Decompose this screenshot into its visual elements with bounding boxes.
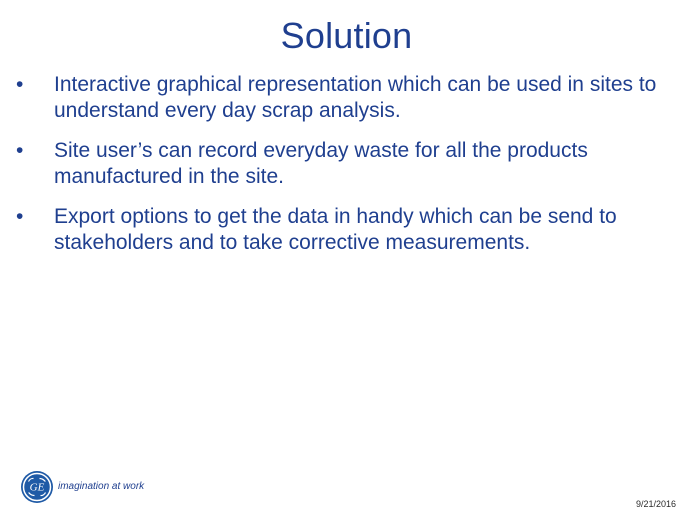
bullet-item-2	[16, 138, 682, 190]
footer-brand	[20, 470, 144, 504]
bullet-item-1	[16, 72, 682, 124]
bullet-dot-icon: •	[16, 205, 24, 228]
bullet-dot-icon: •	[16, 73, 24, 96]
ge-logo-text: GE	[29, 481, 45, 494]
bullet-text-1: Interactive graphical representation which can be used in sites to understand every day scrap analysis.	[54, 73, 657, 122]
footer-tagline: imagination at work	[58, 481, 145, 492]
slide-title: Solution	[280, 15, 413, 56]
ge-logo-icon	[20, 470, 54, 504]
bullet-text-3: Export options to get the data in handy which can be send to stakeholders and to take corrective measurements.	[54, 205, 617, 254]
bullet-dot-icon: •	[16, 139, 24, 162]
footer-date: 9/21/2016	[635, 499, 676, 508]
bullet-text-2: Site user’s can record everyday waste for all the products manufactured in the site.	[54, 139, 588, 188]
bullet-item-3	[16, 204, 682, 256]
bullet-list	[16, 72, 682, 270]
